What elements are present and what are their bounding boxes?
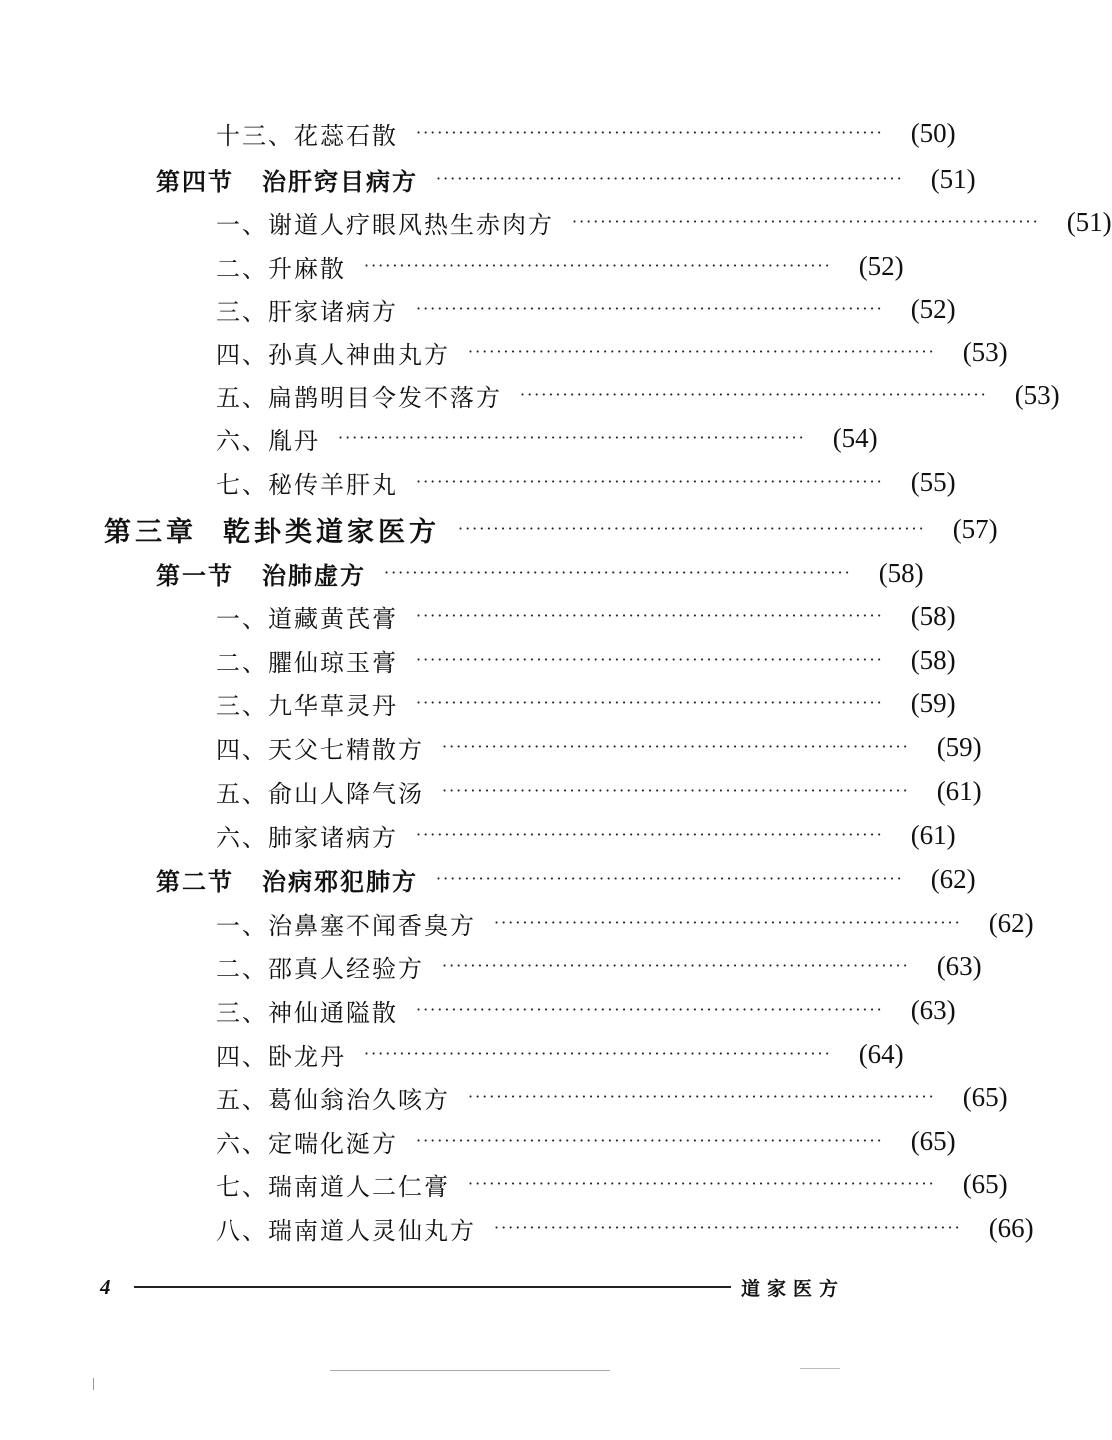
dot-leader: ·································································· <box>338 428 806 447</box>
toc-chapter-title <box>104 510 440 549</box>
toc-entry-page: (58) <box>910 644 956 675</box>
toc-entry-title: 一、道藏黄芪膏 <box>216 604 398 633</box>
toc-entry-title: 六、定喘化涎方 <box>216 1129 398 1158</box>
toc-entry-title: 四、孙真人神曲丸方 <box>216 340 450 369</box>
toc-entry-title: 八、瑞南道人灵仙丸方 <box>216 1216 476 1245</box>
toc-entry-page: (58) <box>878 557 924 588</box>
toc-entry <box>0 903 1034 943</box>
toc-entry-page: (55) <box>910 466 956 497</box>
section-number: 第二节 <box>156 866 234 896</box>
toc-entry-title: 五、俞山人降气汤 <box>216 779 424 808</box>
toc-entry-title: 五、扁鹊明目令发不落方 <box>216 383 502 412</box>
toc-entry <box>0 815 956 855</box>
dot-leader: ·································································· <box>468 342 936 361</box>
toc-entry <box>0 113 956 153</box>
toc-entry-title: 三、九华草灵丹 <box>216 691 398 720</box>
dot-leader: ·································································· <box>416 1131 884 1150</box>
dot-leader: ·································································· <box>494 1218 962 1237</box>
toc-entry-title: 六、胤丹 <box>216 426 320 455</box>
toc-entry-title: 二、臞仙琼玉膏 <box>216 648 398 677</box>
toc-entry <box>0 202 1112 242</box>
toc-entry-page: (66) <box>988 1212 1034 1243</box>
toc-entry-page: (52) <box>910 293 956 324</box>
dot-leader: ·································································· <box>416 825 884 844</box>
toc-entry <box>0 990 956 1030</box>
toc-entry-page: (51) <box>930 163 976 194</box>
toc-entry-page: (53) <box>962 336 1008 367</box>
toc-entry-page: (57) <box>952 513 998 544</box>
section-title: 治肝窍目病方 <box>262 166 418 196</box>
toc-entry <box>0 462 956 502</box>
toc-entry-title: 一、治鼻塞不闻香臭方 <box>216 911 476 940</box>
toc-entry-page: (61) <box>936 775 982 806</box>
toc-entry <box>0 375 1060 415</box>
page-number: 4 <box>100 1274 111 1299</box>
section-number: 第四节 <box>156 166 234 196</box>
toc-entry-page: (65) <box>910 1125 956 1156</box>
toc-chapter-entry <box>0 509 998 549</box>
dot-leader: ·································································· <box>442 781 910 800</box>
toc-entry-title: 二、邵真人经验方 <box>216 954 424 983</box>
dot-leader: ·································································· <box>416 1000 884 1019</box>
toc-entry-page: (54) <box>832 422 878 453</box>
dot-leader: ·································································· <box>416 472 884 491</box>
toc-entry-page: (61) <box>910 819 956 850</box>
dot-leader: ·································································· <box>520 385 988 404</box>
dot-leader: ·································································· <box>416 650 884 669</box>
toc-entry <box>0 727 982 767</box>
toc-entry-title: 四、卧龙丹 <box>216 1042 346 1071</box>
dot-leader: ·································································· <box>436 169 904 188</box>
dot-leader: ·································································· <box>416 693 884 712</box>
page-footer <box>100 1272 845 1302</box>
toc-section-title <box>156 556 366 591</box>
toc-entry <box>0 418 946 458</box>
toc-entry-page: (63) <box>936 950 982 981</box>
scan-artifact <box>93 1378 94 1390</box>
toc-section-entry <box>0 159 976 199</box>
dot-leader: ·································································· <box>364 1044 832 1063</box>
toc-entry <box>0 332 1008 372</box>
chapter-title: 乾卦类道家医方 <box>223 516 440 548</box>
toc-entry-page: (65) <box>962 1081 1008 1112</box>
dot-leader: ·································································· <box>364 256 832 275</box>
toc-entry <box>0 1121 956 1161</box>
toc-section-title <box>156 162 418 197</box>
toc-entry-page: (51) <box>1066 206 1112 237</box>
toc-entry-page: (62) <box>930 863 976 894</box>
dot-leader: ·································································· <box>494 913 962 932</box>
toc-entry-title: 十三、花蕊石散 <box>216 121 398 150</box>
running-title: 道家医方 <box>740 1277 845 1300</box>
toc-entry <box>0 640 956 680</box>
dot-leader: ·································································· <box>442 956 910 975</box>
dot-leader: ·································································· <box>468 1087 936 1106</box>
toc-entry <box>0 771 982 811</box>
dot-leader: ·································································· <box>416 123 884 142</box>
toc-entry-page: (53) <box>1014 379 1060 410</box>
toc-entry <box>0 289 956 329</box>
dot-leader: ·································································· <box>442 737 910 756</box>
toc-entry-page: (65) <box>962 1168 1008 1199</box>
toc-entry <box>0 1034 946 1074</box>
toc-entry-title: 七、秘传羊肝丸 <box>216 470 398 499</box>
dot-leader: ·································································· <box>572 212 1040 231</box>
toc-entry-title: 二、升麻散 <box>216 254 346 283</box>
toc-section-entry <box>0 553 946 593</box>
toc-section-entry <box>0 859 976 899</box>
toc-entry <box>0 1077 1008 1117</box>
toc-entry-page: (58) <box>910 600 956 631</box>
section-title: 治病邪犯肺方 <box>262 866 418 896</box>
toc-entry <box>0 246 946 286</box>
toc-entry <box>0 946 982 986</box>
toc-entry-title: 三、神仙通隘散 <box>216 998 398 1027</box>
toc-entry-page: (59) <box>910 687 956 718</box>
toc-entry-title: 五、葛仙翁治久咳方 <box>216 1085 450 1114</box>
chapter-number: 第三章 <box>104 516 197 548</box>
dot-leader: ·································································· <box>436 869 904 888</box>
toc-entry <box>0 596 956 636</box>
scan-artifact <box>800 1368 840 1369</box>
dot-leader: ·································································· <box>458 519 926 538</box>
toc-entry-title: 四、天父七精散方 <box>216 735 424 764</box>
toc-entry-page: (62) <box>988 907 1034 938</box>
toc-entry-page: (63) <box>910 994 956 1025</box>
toc-entry-page: (50) <box>910 117 956 148</box>
dot-leader: ·································································· <box>416 606 884 625</box>
dot-leader: ·································································· <box>416 299 884 318</box>
dot-leader: ·································································· <box>384 563 852 582</box>
toc-entry-page: (59) <box>936 731 982 762</box>
toc-entry-title: 一、谢道人疗眼风热生赤肉方 <box>216 210 554 239</box>
toc-entry-title: 三、肝家诸病方 <box>216 297 398 326</box>
toc-entry <box>0 1208 1034 1248</box>
toc-entry <box>0 683 956 723</box>
toc-entry-title: 六、肺家诸病方 <box>216 823 398 852</box>
toc-entry-title: 七、瑞南道人二仁膏 <box>216 1172 450 1201</box>
footer-rule <box>134 1286 731 1288</box>
toc-entry <box>0 1164 1008 1204</box>
toc-entry-page: (52) <box>858 250 904 281</box>
section-title: 治肺虚方 <box>262 560 366 590</box>
toc-entry-page: (64) <box>858 1038 904 1069</box>
section-number: 第一节 <box>156 560 234 590</box>
toc-section-title <box>156 862 418 897</box>
scan-artifact <box>330 1370 610 1371</box>
dot-leader: ·································································· <box>468 1174 936 1193</box>
